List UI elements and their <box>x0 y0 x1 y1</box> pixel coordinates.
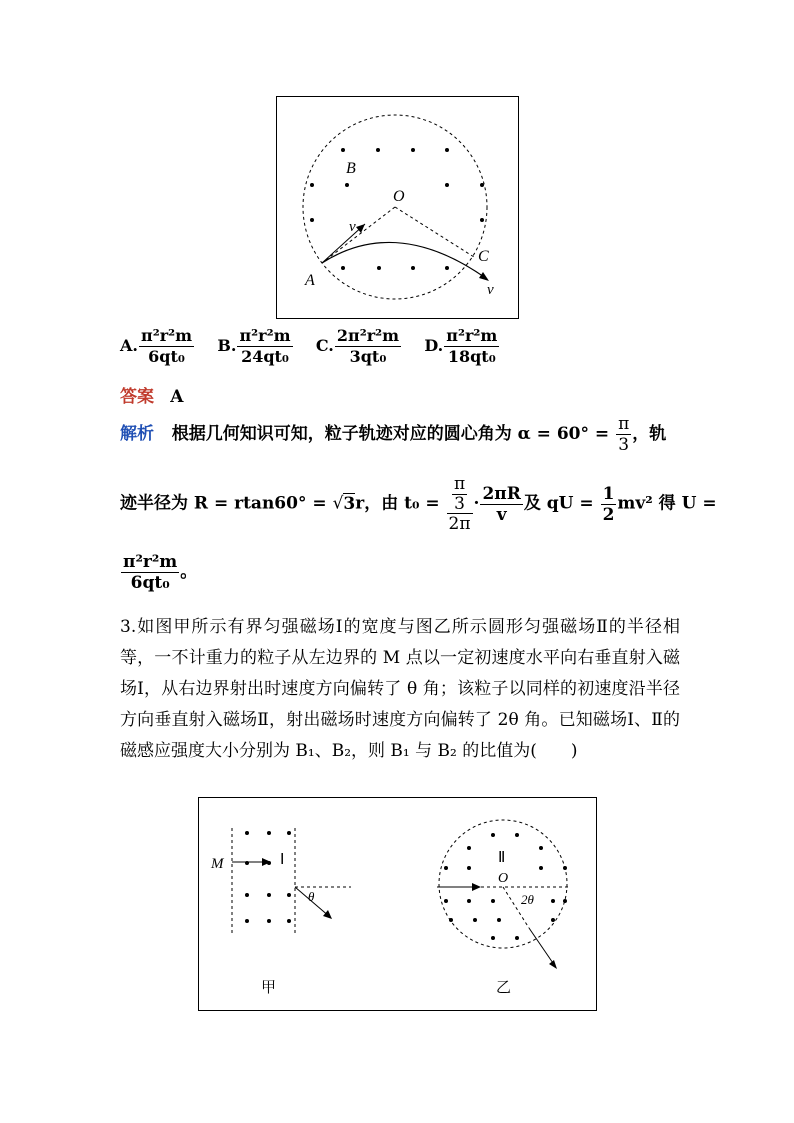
frac-numerator: 2πR <box>482 483 521 504</box>
option-A[interactable] <box>120 326 195 366</box>
figure-2-svg <box>199 798 596 1010</box>
field-dot <box>287 893 291 897</box>
option-denominator: 3qt₀ <box>349 347 387 366</box>
answer-line <box>120 382 183 407</box>
field-dot <box>310 183 314 187</box>
field-dot <box>444 866 448 870</box>
field-dot <box>267 919 271 923</box>
field-dot <box>480 218 484 222</box>
radius-OA <box>322 207 395 263</box>
frac-numerator: π²r²m <box>123 552 178 572</box>
label-theta: θ <box>308 889 315 904</box>
field-dot <box>444 899 448 903</box>
option-numerator: π²r²m <box>140 326 193 345</box>
frac-denominator: 2π <box>448 514 471 534</box>
question-3-text: 3.如图甲所示有界匀强磁场Ⅰ的宽度与图乙所示圆形匀强磁场Ⅱ的半径相等，一不计重力的粒子从左边界的 M 点以一定初速度水平向右垂直射入磁场Ⅰ，从右边界射出时速度方向偏转了 θ 角；该粒子以同样的初速度沿半径方向垂直射入磁场Ⅱ，射出磁场时速度方向偏转了 2θ 角。已知磁场Ⅰ、Ⅱ的磁感应强度大小分别为 B₁、B₂，则 B₁ 与 B₂ 的比值为( ) <box>120 617 680 761</box>
analysis-text: 。 <box>180 562 198 582</box>
field-dot <box>491 899 495 903</box>
velocity-arrowhead <box>356 224 365 233</box>
field-dot <box>411 148 415 152</box>
field-dots-strip <box>245 831 291 923</box>
field-dot <box>445 148 449 152</box>
option-denominator: 24qt₀ <box>241 347 289 366</box>
label-O: O <box>393 188 405 205</box>
analysis-line-2 <box>120 474 717 534</box>
field-dot <box>551 899 555 903</box>
field-dot <box>551 918 555 922</box>
figure-2 <box>198 797 597 1011</box>
label-A: A <box>305 272 315 289</box>
field-dot <box>411 266 415 270</box>
label-II: Ⅱ <box>498 850 506 866</box>
option-numerator: π²r²m <box>239 326 291 345</box>
frac-denominator: 3 <box>618 435 630 455</box>
field-dot <box>341 266 345 270</box>
option-D[interactable] <box>424 326 500 366</box>
analysis-text: · <box>473 493 480 514</box>
field-dot <box>539 866 543 870</box>
trajectory-arrowhead <box>479 272 489 281</box>
option-letter: D. <box>424 336 444 355</box>
analysis-text: 迹半径为 R = rtan60° = <box>120 493 333 514</box>
analysis-text: 及 qU = <box>523 493 600 514</box>
option-letter: A. <box>120 336 138 355</box>
analysis-text: mv² 得 U = <box>617 493 717 514</box>
field-dot <box>267 831 271 835</box>
frac-denominator: 2 <box>602 504 615 525</box>
field-dot <box>376 148 380 152</box>
field-dot <box>445 183 449 187</box>
field-dot <box>445 266 449 270</box>
label-v-2: v <box>487 282 494 298</box>
analysis-label: 解析 <box>120 424 154 444</box>
label-C: C <box>478 248 489 265</box>
caption-left: 甲 <box>261 978 277 996</box>
label-v-1: v <box>349 219 356 235</box>
field-dot <box>467 846 471 850</box>
option-numerator: π²r²m <box>446 326 498 345</box>
figure-1-svg <box>277 97 518 318</box>
caption-right: 乙 <box>496 978 512 996</box>
answer-options <box>120 326 500 367</box>
radius-OC <box>395 207 474 257</box>
option-numerator: 2π²r²m <box>336 326 400 345</box>
field-dot <box>563 899 567 903</box>
entry-arrowhead-circle <box>472 883 481 891</box>
label-O2: O <box>498 871 509 886</box>
option-letter: B. <box>217 336 237 355</box>
answer-label: 答案 <box>120 387 154 407</box>
frac-denominator: 6qt₀ <box>130 573 170 593</box>
field-dot <box>491 833 495 837</box>
label-B: B <box>346 160 356 177</box>
field-dot <box>515 936 519 940</box>
figure-1 <box>276 96 519 319</box>
field-dot <box>563 866 567 870</box>
field-dot <box>497 918 501 922</box>
field-dot <box>480 183 484 187</box>
frac-numerator: π <box>453 474 466 494</box>
field-dot <box>245 919 249 923</box>
field-dot <box>267 893 271 897</box>
trajectory-arc <box>322 242 487 279</box>
answer-value: A <box>170 387 184 407</box>
field-dot <box>467 866 471 870</box>
analysis-text: r <box>355 493 365 514</box>
exit-arrowhead <box>323 910 332 919</box>
analysis-line-1 <box>120 414 666 455</box>
frac-denominator: 3 <box>454 494 465 514</box>
frac-denominator: v <box>496 504 507 525</box>
field-dot <box>345 183 349 187</box>
field-dot <box>515 833 519 837</box>
field-dot <box>473 918 477 922</box>
field-dot <box>377 266 381 270</box>
sqrt-symbol: √ <box>332 493 344 514</box>
frac-numerator: 1 <box>602 483 615 504</box>
exit-velocity-circle <box>529 928 555 966</box>
label-M: M <box>211 856 224 872</box>
option-denominator: 18qt₀ <box>447 347 496 366</box>
frac-numerator: π <box>618 414 630 434</box>
field-dot <box>491 936 495 940</box>
analysis-text: ，由 t₀ = <box>364 493 446 514</box>
option-B[interactable] <box>217 326 293 366</box>
field-dot <box>310 218 314 222</box>
analysis-text: 根据几何知识可知，粒子轨迹对应的圆心角为 α = 60° = <box>171 424 616 444</box>
field-dot <box>245 831 249 835</box>
field-dot <box>449 918 453 922</box>
frac-numerator <box>447 474 473 514</box>
field-dot <box>467 899 471 903</box>
label-2theta: 2θ <box>521 892 534 907</box>
exit-arrowhead-circle <box>549 960 557 969</box>
label-I: Ⅰ <box>280 852 285 868</box>
option-letter: C. <box>315 336 334 355</box>
field-dot <box>341 148 345 152</box>
analysis-text: ，轨 <box>632 424 667 444</box>
option-C[interactable] <box>315 326 402 366</box>
field-dot <box>245 893 249 897</box>
analysis-line-3 <box>120 552 197 593</box>
option-denominator: 6qt₀ <box>148 347 185 366</box>
sqrt-content: 3 <box>343 493 356 514</box>
field-dot <box>287 831 291 835</box>
field-dot <box>287 919 291 923</box>
field-dot <box>539 846 543 850</box>
